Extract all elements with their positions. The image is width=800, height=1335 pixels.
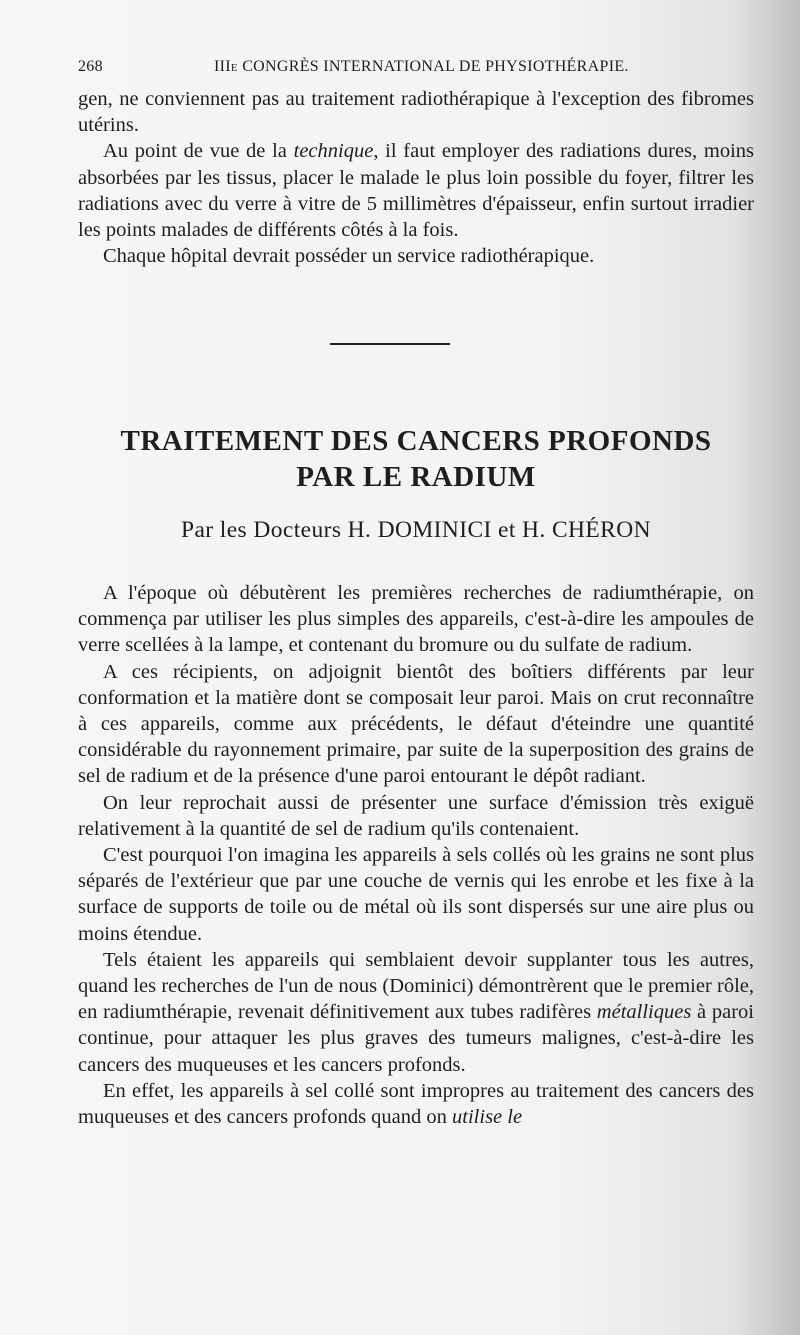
paragraph-technique: Au point de vue de la technique, il faut employer des radiations dures, moins absorbées par les tissus, placer le malade le plus loin possible du foyer, filtrer les radiations avec du verre à vitre de 5 millimètres d'épaisseur, enfin surtout irradier les points malades de différents côtés à la fois. bbox=[78, 140, 754, 242]
running-title: IIIe CONGRÈS INTERNATIONAL DE PHYSIOTHÉRAPIE. bbox=[214, 58, 629, 75]
paragraph-continued: gen, ne conviennent pas au traitement radiothérapique à l'exception des fibromes utérins. bbox=[78, 88, 754, 137]
paragraph: On leur reprochait aussi de présenter une surface d'émission très exiguë relativement à la quantité de sel de radium qu'ils contenaient. bbox=[78, 791, 754, 840]
italic-term: utilise le bbox=[452, 1106, 523, 1129]
italic-term: métalliques bbox=[596, 1001, 692, 1024]
article-byline: Par les Docteurs H. DOMINICI et H. CHÉRON bbox=[180, 517, 651, 543]
paragraph-conclusion: Chaque hôpital devrait posséder un service radiothérapique. bbox=[103, 245, 595, 268]
paragraph-last: En effet, les appareils à sel collé sont impropres au traitement des cancers des muqueuses et des cancers profonds quand on utilise le bbox=[78, 1079, 754, 1129]
paragraph: A ces récipients, on adjoignit bientôt des boîtiers différents par leur conformation et la matière dont se composait leur paroi. Mais on crut reconnaître à ces appareils, comme aux précédents, le défaut d'éteindre une quantité considérable du rayonnement primaire, par suite de la superposition des grains de sel de radium et de la présence d'une paroi entourant le dépôt radiant. bbox=[78, 660, 754, 788]
section-divider bbox=[330, 343, 450, 345]
paragraph: C'est pourquoi l'on imagina les appareils à sels collés où les grains ne sont plus séparés de l'extérieur que par une couche de vernis qui les enrobe et les fixe à la surface de supports de toile ou de métal où ils sont dispersés sur une aire plus ou moins étendue. bbox=[78, 844, 754, 945]
page-number: 268 bbox=[78, 58, 103, 75]
article-title-line-1: TRAITEMENT DES CANCERS PROFONDS bbox=[120, 425, 712, 457]
previous-article-ending bbox=[78, 86, 754, 269]
italic-term: technique bbox=[293, 140, 374, 163]
article-body bbox=[78, 580, 754, 1130]
paragraph: A l'époque où débutèrent les premières recherches de radiumthérapie, on commença par utiliser les plus simples des appareils, c'est-à-dire les ampoules de verre scellées à la lampe, et contenant du bromure ou du sulfate de radium. bbox=[78, 582, 754, 657]
article-title-line-2: PAR LE RADIUM bbox=[296, 461, 536, 493]
paragraph: Tels étaient les appareils qui semblaient devoir supplanter tous les autres, quand les recherches de l'un de nous (Dominici) démontrèrent que le premier rôle, en radiumthérapie, revenait définitivement aux tubes radifères métalliques à paroi continue, pour attaquer les plus graves des tumeurs malignes, c'est-à-dire les cancers des muqueuses et les cancers profonds. bbox=[78, 948, 754, 1076]
